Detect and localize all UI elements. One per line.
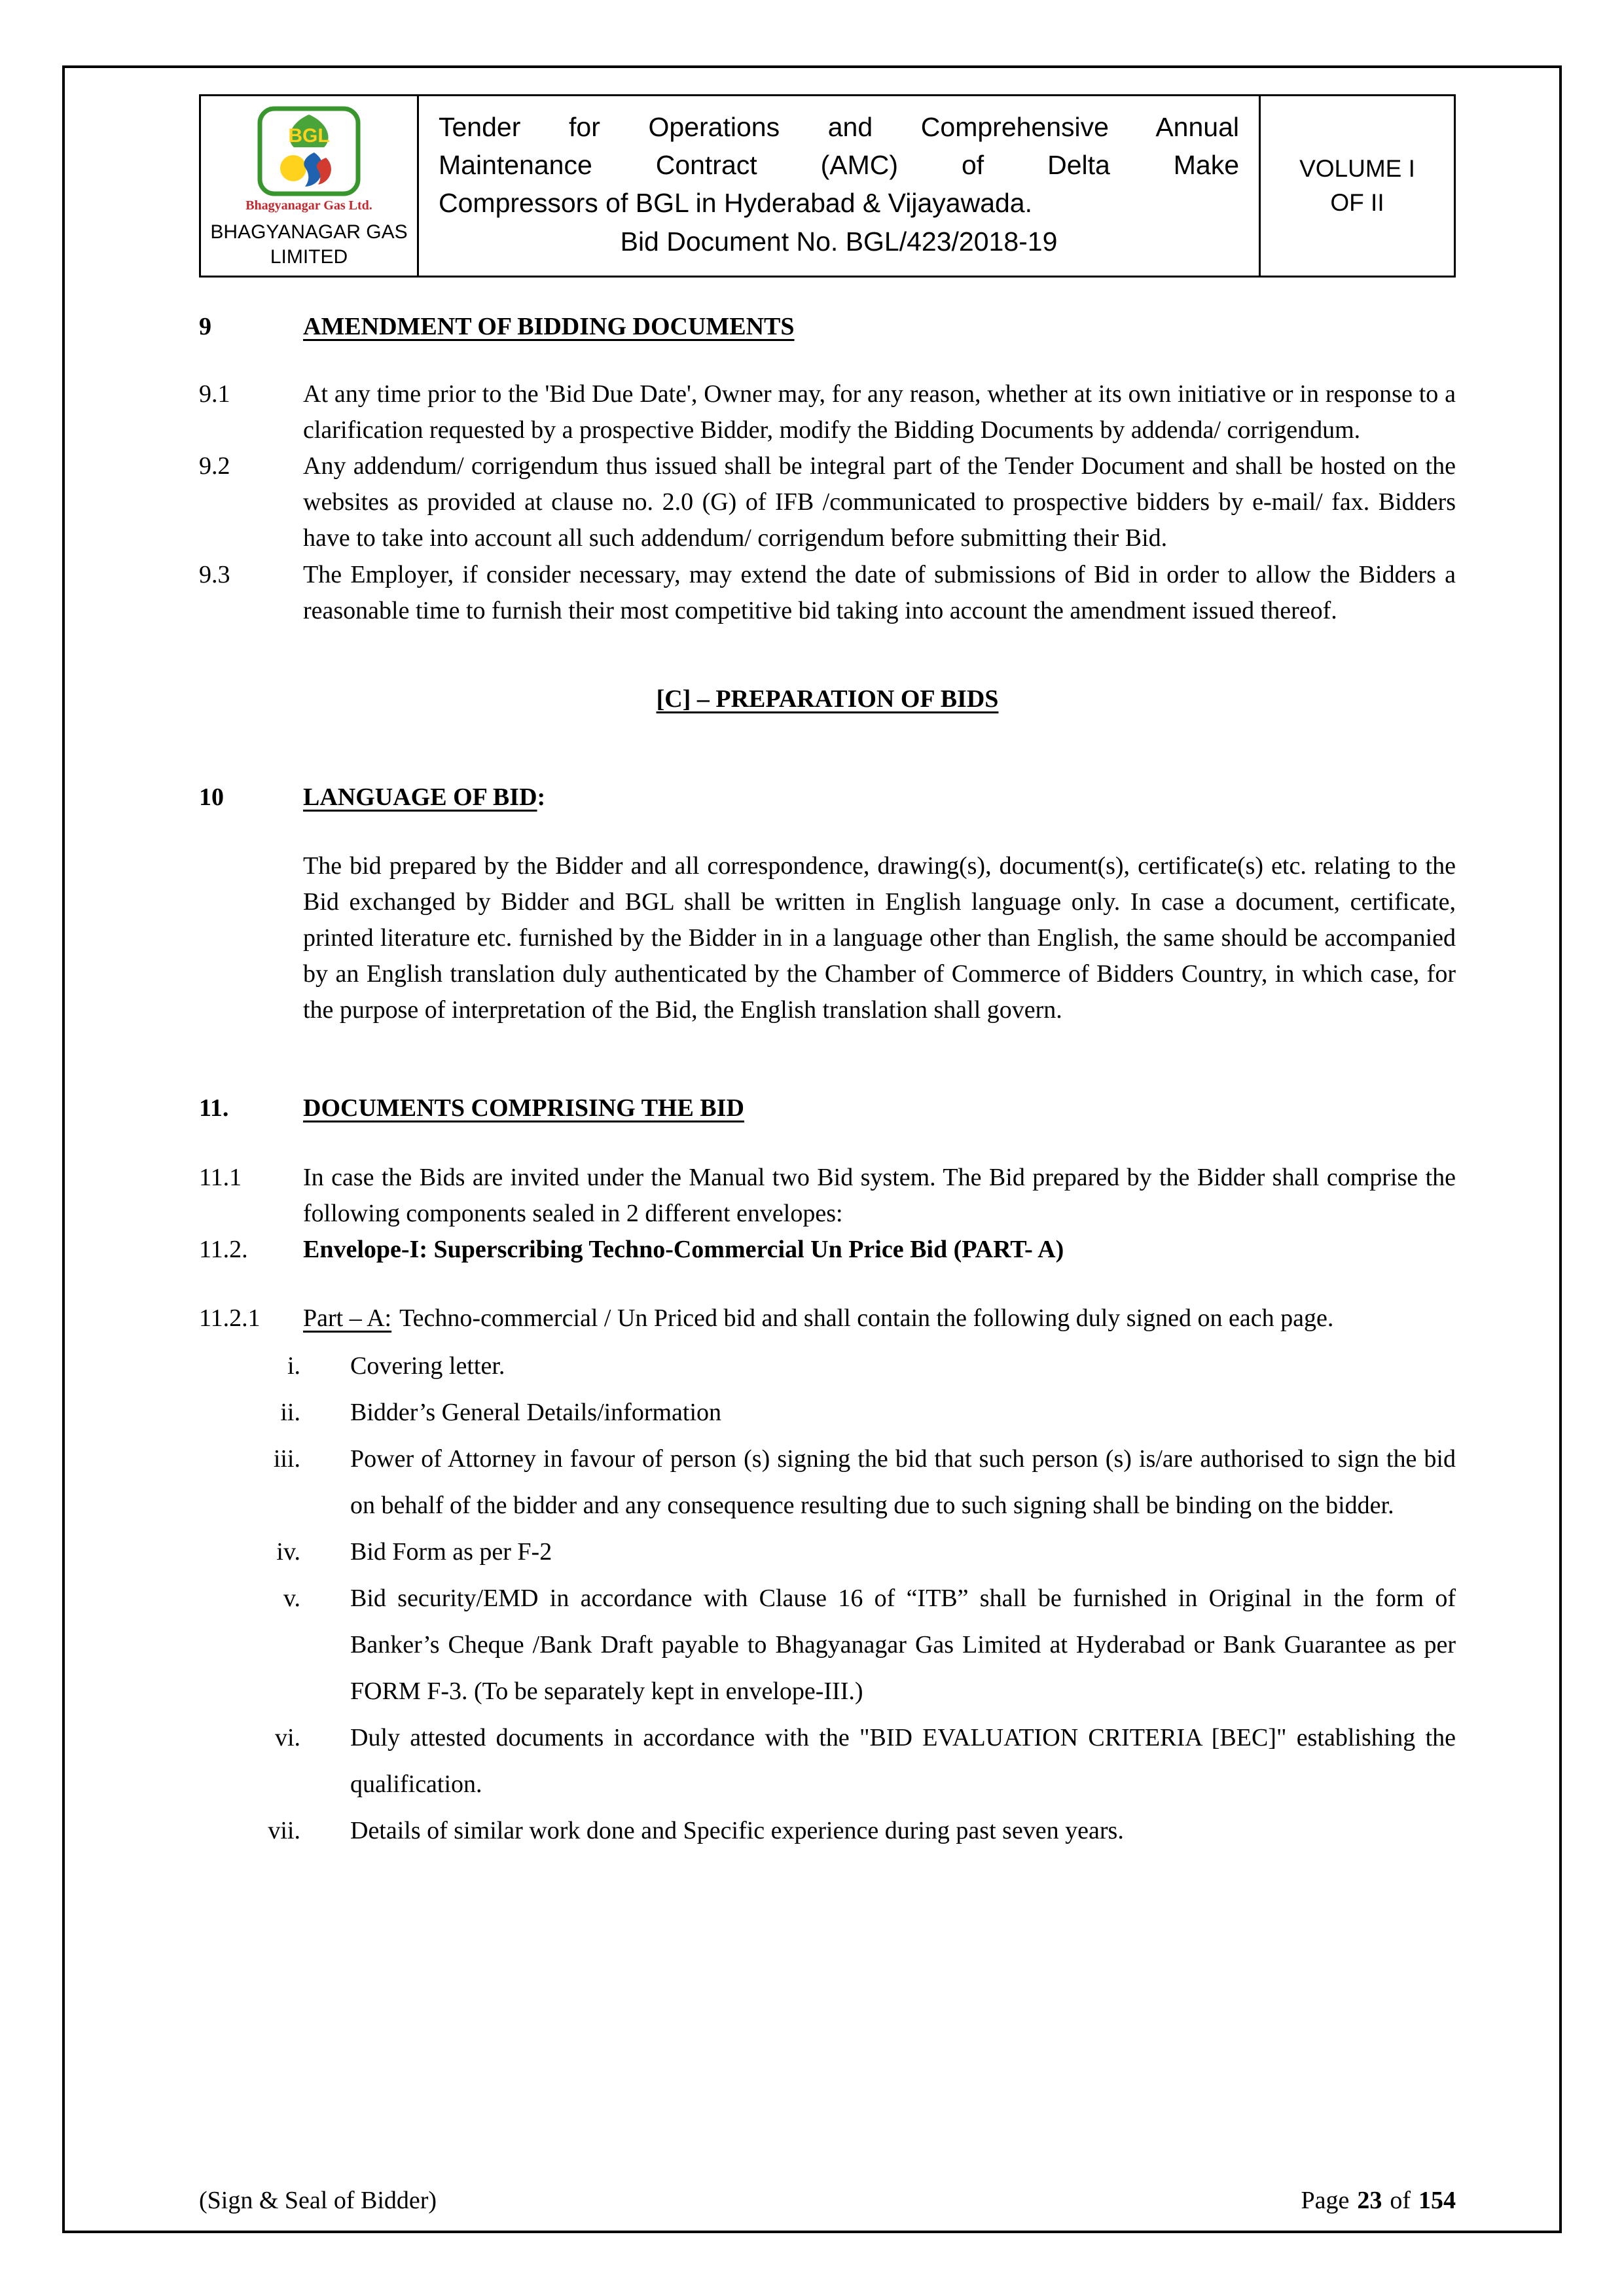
list-item <box>199 1575 1456 1715</box>
list-item <box>199 1436 1456 1529</box>
clause-11-1 <box>199 1160 1456 1232</box>
part-a-text: Techno-commercial / Un Priced bid and shall contain the following duly signed on each page. <box>399 1304 1334 1332</box>
list-item-text: Power of Attorney in favour of person (s) signing the bid that such person (s) is/are authorised to sign the bid on behalf of the bidder and any consequence resulting due to such signing shall be binding on the bidder. <box>350 1444 1456 1520</box>
logo-caption: Bhagyanagar Gas Ltd. <box>245 198 372 213</box>
clause-number: 11.2.1 <box>199 1304 261 1332</box>
list-item-number: iv. <box>276 1538 300 1566</box>
tender-title-line: Maintenance Contract (AMC) of Delta Make <box>439 150 1239 181</box>
list-item-number: i. <box>287 1352 300 1380</box>
list-item-text: Duly attested documents in accordance with the "BID EVALUATION CRITERIA [BEC]" establishing the qualification. <box>350 1724 1456 1799</box>
part-c-heading: [C] – PREPARATION OF BIDS <box>656 685 999 713</box>
list-item <box>199 1343 1456 1390</box>
clause-9-1 <box>199 376 1456 448</box>
list-item <box>199 1529 1456 1575</box>
section-10-heading <box>199 780 1456 816</box>
clause-11-2 <box>199 1232 1456 1268</box>
list-item-text: Bid Form as per F-2 <box>350 1538 552 1566</box>
clause-number: 11.2. <box>199 1235 248 1263</box>
section-9-heading <box>199 309 1456 345</box>
bgl-logo-icon <box>257 105 361 197</box>
clause-9-2 <box>199 448 1456 556</box>
list-item <box>199 1390 1456 1436</box>
clause-text <box>303 1300 1456 1336</box>
volume-line1: VOLUME I <box>1299 155 1415 183</box>
section-9-number: 9 <box>199 313 211 340</box>
clause-number: 9.2 <box>199 452 230 480</box>
part-a-label: Part – A: <box>303 1304 392 1332</box>
company-name <box>210 220 407 269</box>
document-body <box>199 309 1456 1854</box>
clause-text: Any addendum/ corrigendum thus issued shall be integral part of the Tender Document and shall be hosted on the websites as provided at clause no. 2.0 (G) of IFB /communicated to prospective bidders by e-mail/ fax. Bidders have to take into account all such addendum/ corrigendum before submitting their Bid. <box>303 452 1456 552</box>
tender-title-line: Compressors of BGL in Hyderabad & Vijayawada. <box>439 188 1033 219</box>
list-item-number: ii. <box>280 1398 300 1426</box>
clause-text: At any time prior to the 'Bid Due Date', Owner may, for any reason, whether at its own initiative or in response to a clarification requested by a prospective Bidder, modify the Bidding Documents by addenda/ corrigendum. <box>303 380 1456 444</box>
section-10-number: 10 <box>199 783 224 811</box>
list-item <box>199 1808 1456 1854</box>
page-number: 23 <box>1357 2187 1382 2214</box>
list-item-text: Details of similar work done and Specific experience during past seven years. <box>350 1817 1124 1845</box>
clause-number: 11.1 <box>199 1163 242 1191</box>
list-item-text: Covering letter. <box>350 1352 505 1380</box>
section-10-title: LANGUAGE OF BID <box>303 783 537 811</box>
clause-number: 9.3 <box>199 560 230 588</box>
clause-11-2-1 <box>199 1300 1456 1336</box>
page-total: 154 <box>1418 2187 1456 2214</box>
svg-text:BGL: BGL <box>288 125 330 147</box>
sign-seal-note: (Sign & Seal of Bidder) <box>199 2187 437 2214</box>
volume-cell <box>1259 96 1454 276</box>
clause-text: In case the Bids are invited under the Manual two Bid system. The Bid prepared by the Bidder shall comprise the following components sealed in 2 different envelopes: <box>303 1163 1456 1227</box>
of-label: of <box>1390 2187 1411 2214</box>
clause-text: The Employer, if consider necessary, may extend the date of submissions of Bid in order to allow the Bidders a reasonable time to furnish their most competitive bid taking into account the amendment issued thereof. <box>303 560 1456 624</box>
tender-title-cell <box>417 96 1259 276</box>
page-footer <box>199 2186 1456 2215</box>
volume-line2: OF II <box>1330 189 1384 216</box>
list-item-number: iii. <box>273 1444 300 1473</box>
list-item-text: Bidder’s General Details/information <box>350 1398 722 1426</box>
clause-text: Envelope-I: Superscribing Techno-Commercial Un Price Bid (PART- A) <box>303 1235 1064 1263</box>
section-11-heading <box>199 1090 1456 1126</box>
section-10-paragraph: The bid prepared by the Bidder and all correspondence, drawing(s), document(s), certificate(s) etc. relating to the Bid exchanged by Bidder and BGL shall be written in English language only. In case a document, certificate, printed literature etc. furnished by the Bidder in in a language other than English, the same should be accompanied by an English translation duly authenticated by the Chamber of Commerce of Bidders Country, in which case, for the purpose of interpretation of the Bid, the English translation shall govern. <box>303 852 1456 1024</box>
list-item-text: Bid security/EMD in accordance with Clause 16 of “ITB” shall be furnished in Original in the form of Banker’s Cheque /Bank Draft payable to Bhagyanagar Gas Limited at Hyderabad or Bank Guarantee as per FORM F-3. (To be separately kept in envelope-III.) <box>350 1585 1456 1706</box>
part-a-item-list <box>199 1343 1456 1855</box>
page-border <box>62 65 1562 2233</box>
list-item <box>199 1715 1456 1808</box>
clause-9-3 <box>199 557 1456 629</box>
list-item-number: v. <box>283 1585 300 1613</box>
section-11-title: DOCUMENTS COMPRISING THE BID <box>303 1094 744 1122</box>
page-label: Page <box>1301 2187 1350 2214</box>
company-name-line2: LIMITED <box>270 245 348 268</box>
section-9-title: AMENDMENT OF BIDDING DOCUMENTS <box>303 313 795 340</box>
logo-cell <box>201 96 417 276</box>
company-name-line1: BHAGYANAGAR GAS <box>210 221 408 243</box>
list-item-number: vi. <box>274 1724 300 1752</box>
section-10-colon: : <box>537 783 546 811</box>
tender-title-line: Tender for Operations and Comprehensive Annual <box>439 112 1239 142</box>
bid-document-number: Bid Document No. BGL/423/2018-19 <box>620 226 1058 257</box>
clause-number: 9.1 <box>199 380 230 408</box>
section-11-number: 11. <box>199 1094 229 1122</box>
list-item-number: vii. <box>268 1817 300 1845</box>
document-header <box>199 94 1456 278</box>
page-number-indicator <box>1301 2186 1456 2215</box>
